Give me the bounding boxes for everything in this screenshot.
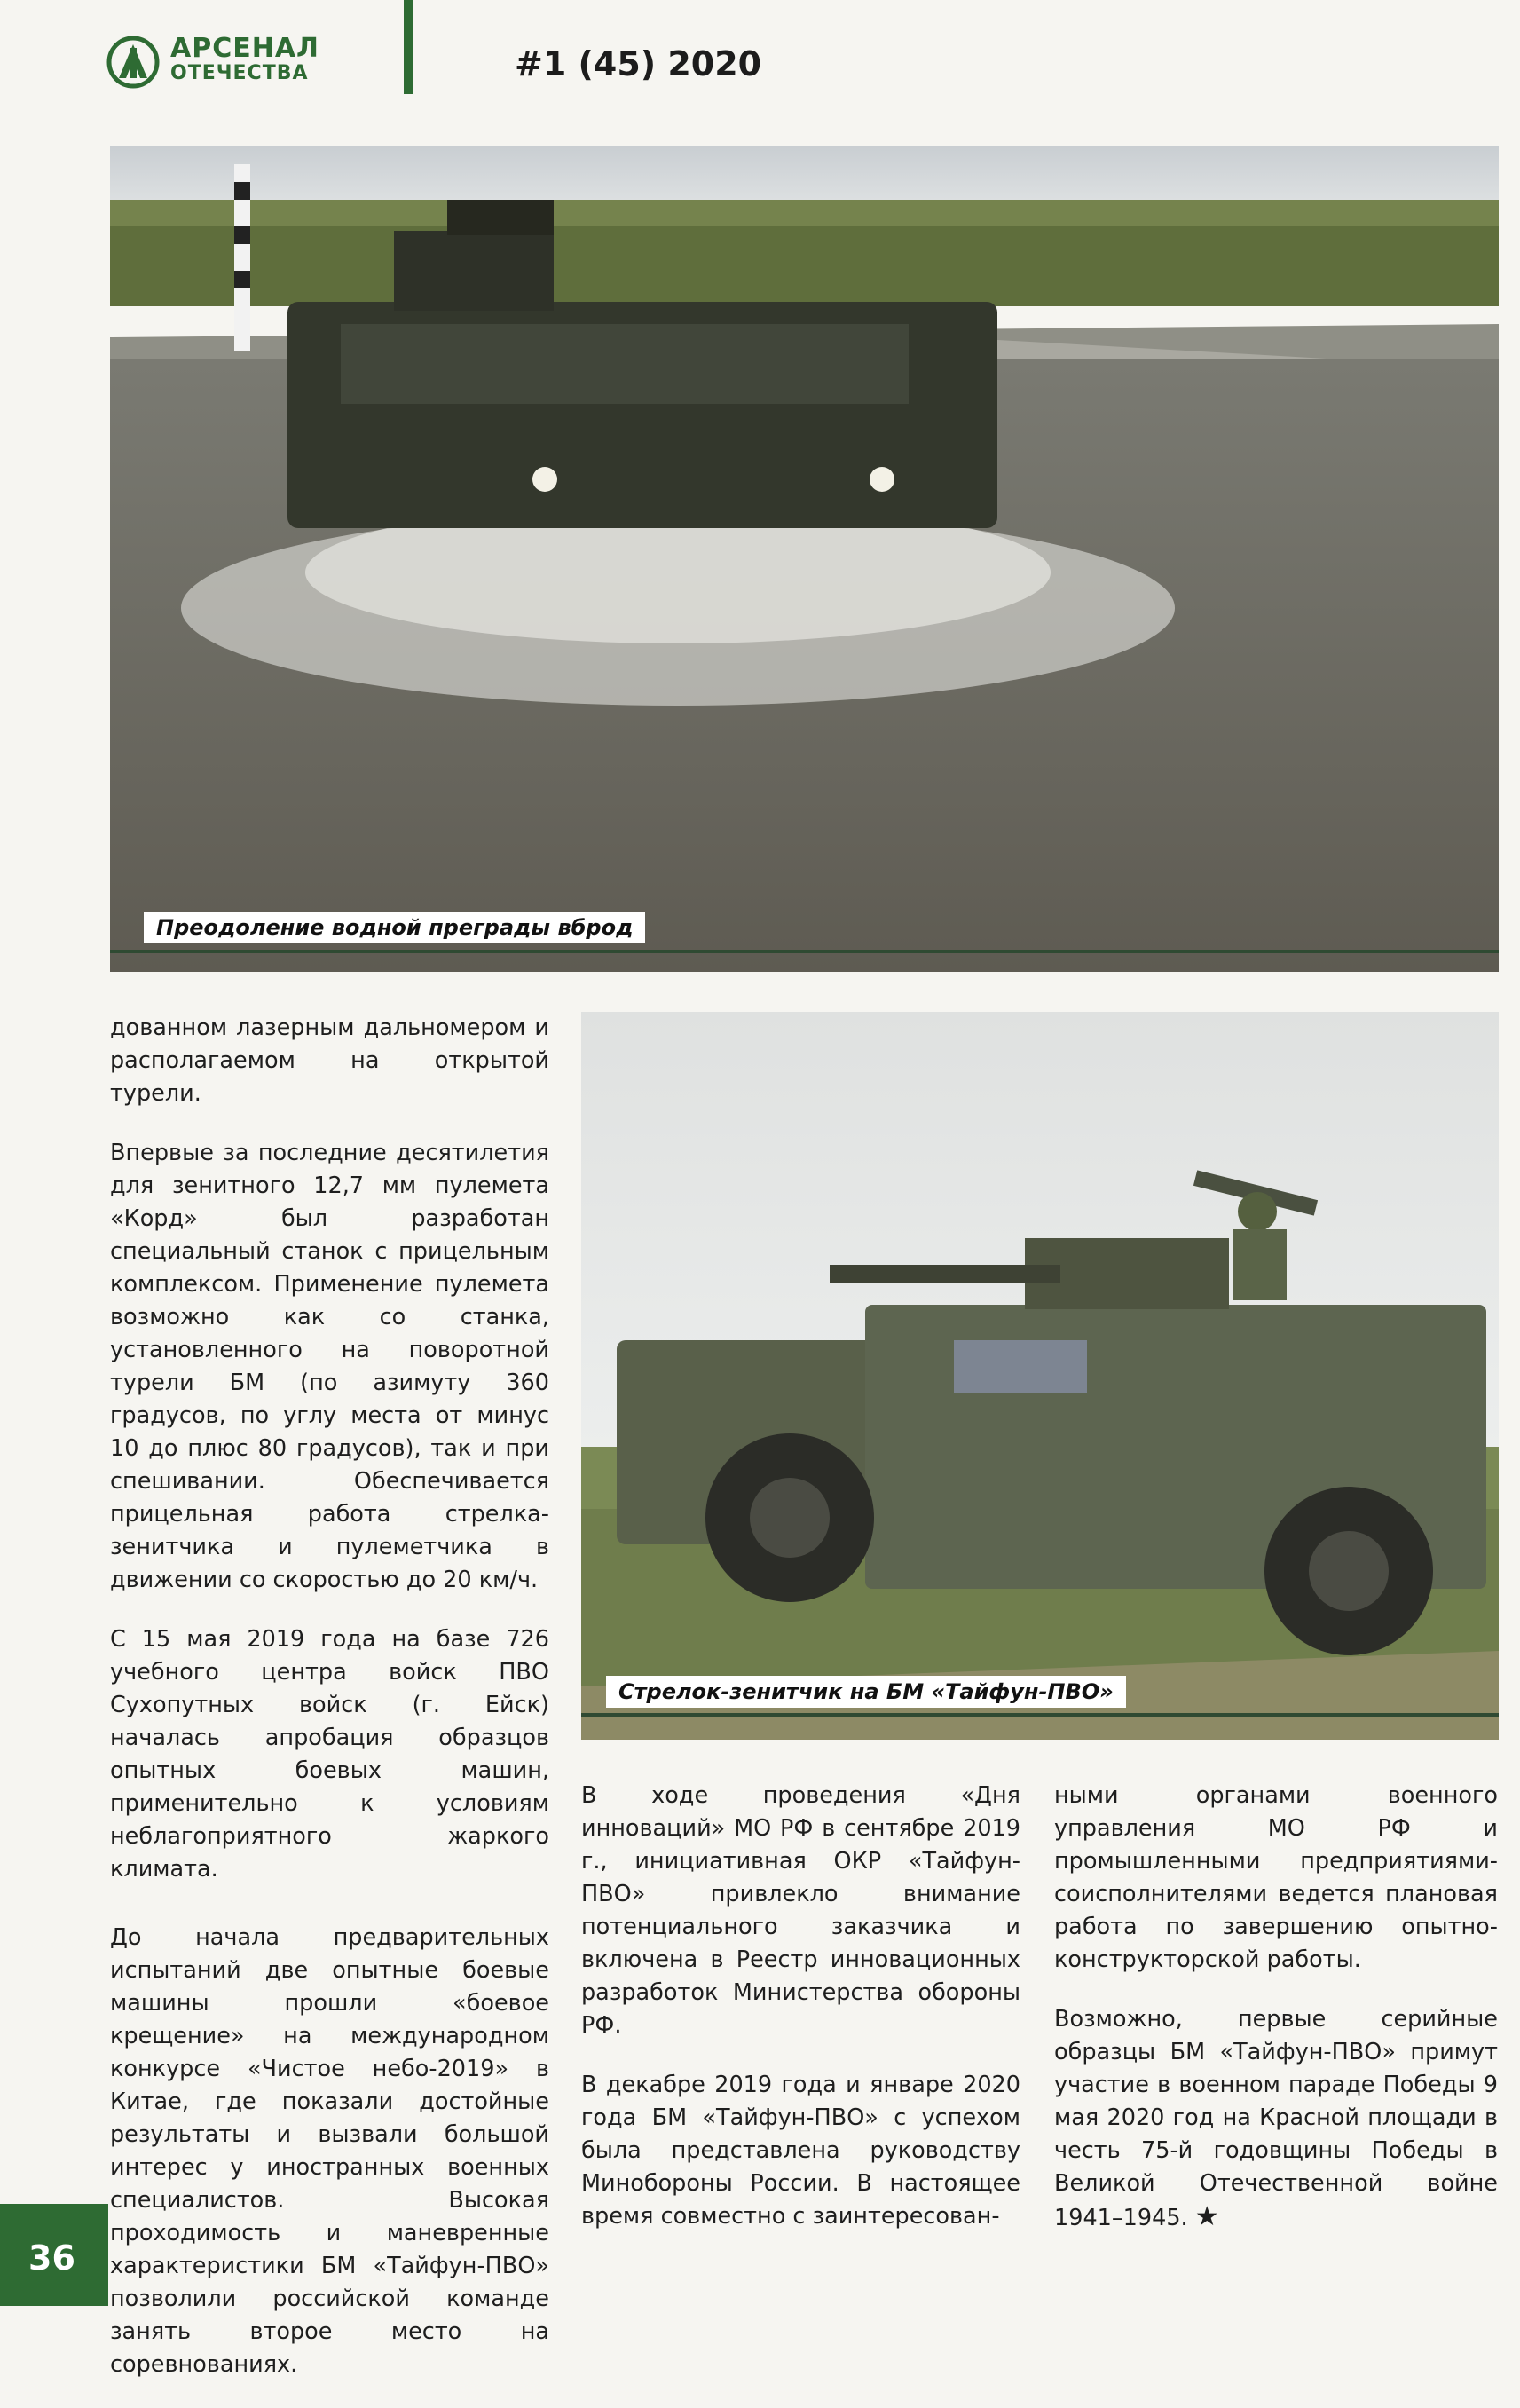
paragraph-text: Возможно, первые серийные образцы БМ «Тайфун-ПВО» примут участие в военном параде Победы 9 мая 2020 год на Красной площади в честь 75-й годовщины Победы в Великой Отечественной войне 1941–1945. [1054, 2006, 1498, 2231]
caption-band-2 [581, 1713, 1499, 1717]
logo-line-1: АРСЕНАЛ [170, 33, 319, 64]
paragraph [1054, 2003, 1498, 2235]
text-column-middle [581, 1780, 1020, 2260]
photo-caption-1: Преодоление водной преграды вброд [144, 912, 645, 943]
paragraph: В ходе проведения «Дня инноваций» МО РФ в сентябре 2019 г., инициативная ОКР «Тайфун-ПВО» привлекло внимание потенциального заказчика и включена в Реестр инновационных разработок Министерства обороны РФ. [581, 1782, 1020, 2039]
magazine-logo-text [170, 33, 319, 84]
photo-caption-2: Стрелок-зенитчик на БМ «Тайфун-ПВО» [606, 1676, 1126, 1708]
text-column-right [1054, 1780, 1498, 2262]
logo-line-2: ОТЕЧЕСТВА [170, 62, 309, 84]
page-number: 36 [28, 2238, 75, 2278]
paragraph: Впервые за последние десятилетия для зенитного 12,7 мм пулемета «Корд» был разработан специальный станок с прицельным комплексом. Применение пулемета возможно как со станка, установленного на поворотной турели БМ (по азимуту 360 градусов, по углу места от минус 10 до плюс 80 градусов), так и при спешивании. Обеспечивается прицельная работа стрелка-зенитчика и пулеметчика в движении со скоростью до 20 км/ч. [110, 1140, 549, 1593]
magazine-logo-icon [106, 36, 160, 89]
issue-number: #1 (45) 2020 [515, 44, 762, 83]
paragraph: В декабре 2019 года и январе 2020 года БМ «Тайфун-ПВО» с успехом была представлена руководству Минобороны России. В настоящее время совместно с заинтересован- [581, 2072, 1020, 2230]
end-star-icon: ★ [1194, 2201, 1219, 2232]
text-column-left [110, 1012, 549, 2408]
caption-band-1 [110, 950, 1499, 953]
paragraph: дованном лазерным дальномером и располагаемом на открытой турели. [110, 1015, 549, 1107]
photo-water-crossing [110, 146, 1499, 972]
photo-typhoon-pvo [581, 1012, 1499, 1740]
paragraph: До начала предварительных испытаний две опытные боевые машины прошли «боевое крещение» на международном конкурсе «Чистое небо-2019» в Китае, где показали достойные результаты и вызвали большой интерес у иностранных военных специалистов. Высокая проходимость и маневренные характеристики БМ «Тайфун-ПВО» позволили российской команде занять второе место на соревнованиях. [110, 1924, 549, 2378]
page-header [0, 0, 1520, 98]
header-divider [404, 0, 413, 94]
paragraph: ными органами военного управления МО РФ и промышленными предприятиями-соисполнителями ведется плановая работа по завершению опытно-конструкторской работы. [1054, 1782, 1498, 1973]
paragraph: С 15 мая 2019 года на базе 726 учебного центра войск ПВО Сухопутных войск (г. Ейск) началась апробация образцов опытных боевых машин, применительно к условиям неблагоприятного жаркого климата. [110, 1626, 549, 1883]
